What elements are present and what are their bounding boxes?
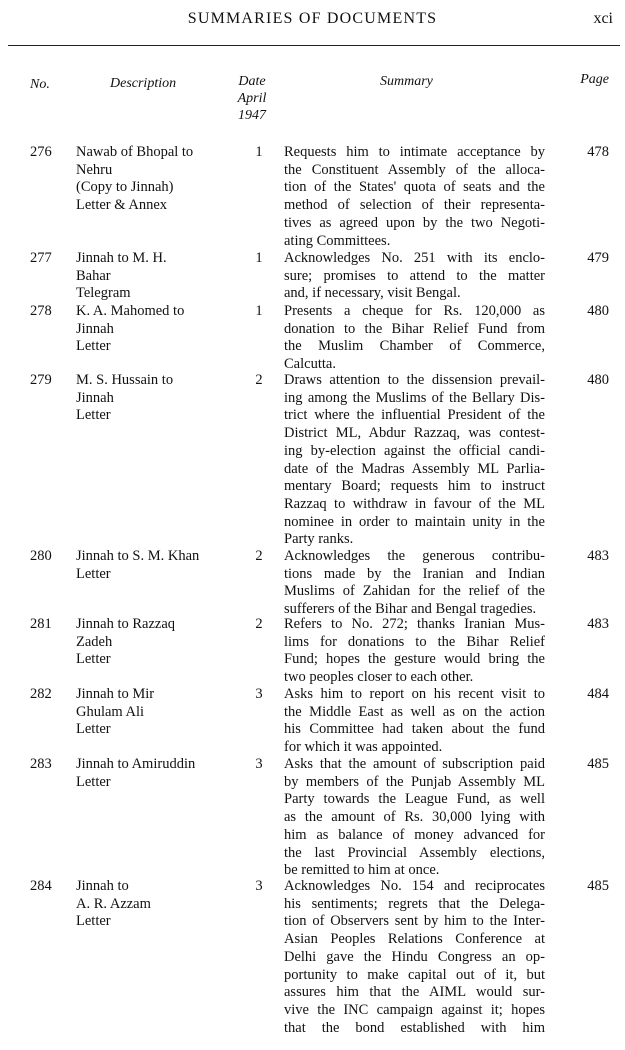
column-header-date-label: Date	[238, 74, 266, 89]
document-date: 2	[255, 616, 263, 632]
summary-line: Refers to No. 272; thanks Iranian Mus-	[284, 616, 545, 632]
document-description	[76, 756, 246, 791]
summary-line: Acknowledges No. 154 and reciprocates	[284, 878, 545, 894]
page-reference: 478	[587, 144, 609, 160]
column-header-date-month: April	[237, 91, 267, 106]
summary-line: the Muslim Chamber of Commerce,	[284, 338, 545, 355]
page-reference: 484	[587, 686, 609, 702]
page-reference: 483	[587, 616, 609, 632]
description-line: (Copy to Jinnah)	[76, 179, 174, 196]
document-summary	[284, 250, 545, 303]
description-line: Zadeh	[76, 633, 113, 650]
document-date: 3	[255, 878, 263, 894]
description-line: Letter	[76, 407, 111, 424]
description-line: A. R. Azzam	[76, 895, 151, 912]
summary-line: Razzaq to withdraw in favour of the ML	[284, 495, 545, 512]
document-summary	[284, 144, 545, 250]
description-line: Letter	[76, 338, 111, 355]
document-number: 277	[30, 250, 52, 266]
page-reference: 480	[587, 303, 609, 319]
summary-line: his sentiments; regrets that the Delega-	[284, 895, 545, 912]
running-header	[0, 8, 625, 38]
document-date: 3	[255, 686, 263, 702]
summary-line: as the amount of Rs. 30,000 lying with	[284, 809, 545, 826]
document-number: 276	[30, 144, 52, 160]
column-header-summary: Summary	[380, 74, 433, 89]
summary-line: nominee in order to maintain unity in the	[284, 513, 545, 530]
summary-line: that the bond established with him	[284, 1019, 545, 1036]
summary-line: ating Committees.	[284, 232, 391, 249]
document-description	[76, 303, 246, 356]
summary-line: be remitted to him at once.	[284, 862, 440, 879]
column-header-date	[232, 73, 272, 124]
description-line: Letter	[76, 565, 111, 582]
description-line: M. S. Hussain to	[76, 372, 174, 388]
summary-line: two peoples closer to each other.	[284, 669, 474, 686]
summary-line: Calcutta.	[284, 356, 336, 373]
summary-line: him as balance of money advanced for	[284, 826, 545, 843]
document-description	[76, 878, 246, 931]
summary-line: vive the INC campaign against it; hopes	[284, 1001, 545, 1018]
summary-line: Party ranks.	[284, 531, 354, 548]
summary-line: assures him that the AIML would sur-	[284, 984, 545, 1001]
summary-line: tion of the States' quota of seats and the	[284, 179, 545, 196]
summary-line: tion of Observers sent by him to the Inter-	[284, 913, 545, 930]
summary-line: Draws attention to the dissension prevail-	[284, 372, 545, 388]
document-description	[76, 686, 246, 739]
summary-line: donation to the Bihar Relief Fund from	[284, 320, 545, 337]
summary-line: by members of the Punjab Assembly ML	[284, 773, 545, 790]
summary-line: Requests him to intimate acceptance by	[284, 144, 545, 160]
document-number: 281	[30, 616, 52, 632]
document-summary	[284, 372, 545, 549]
page-reference: 483	[587, 548, 609, 564]
document-date: 1	[255, 250, 263, 266]
summary-line: trict where the influential President of the	[284, 407, 545, 424]
summary-line: and, if necessary, visit Bengal.	[284, 285, 461, 302]
summary-line: tives as agreed upon by the two Negoti-	[284, 214, 545, 231]
summary-line: Acknowledges No. 251 with its enclo-	[284, 250, 545, 266]
summary-line: date of the Madras Assembly ML Parlia-	[284, 460, 545, 477]
summary-line: sure; promises to attend to the matter	[284, 267, 545, 284]
description-line: Jinnah to Amiruddin	[76, 756, 196, 772]
description-line: Jinnah to S. M. Khan	[76, 548, 200, 564]
description-line: Jinnah to Mir	[76, 686, 155, 702]
summary-line: Asian Peoples Relations Conference at	[284, 931, 545, 948]
document-date: 1	[255, 144, 263, 160]
description-line: Telegram	[76, 285, 131, 302]
document-summary	[284, 616, 545, 687]
description-line: Bahar	[76, 267, 111, 284]
summary-line: Muslims of Zahidan for the relief of the	[284, 583, 545, 600]
summary-line: Party towards the League Fund, as well	[284, 791, 545, 808]
description-line: Jinnah	[76, 320, 114, 337]
page-reference: 485	[587, 756, 609, 772]
description-line: K. A. Mahomed to	[76, 303, 185, 319]
document-description	[76, 372, 246, 425]
description-line: Letter	[76, 913, 111, 930]
page-title: SUMMARIES OF DOCUMENTS	[187, 10, 438, 27]
document-description	[76, 548, 246, 583]
description-line: Jinnah to M. H.	[76, 250, 167, 266]
page-reference: 485	[587, 878, 609, 894]
summary-line: method of selection of their representa-	[284, 197, 545, 214]
description-line: Letter & Annex	[76, 197, 168, 214]
document-date: 2	[255, 548, 263, 564]
column-header-page: Page	[580, 72, 609, 87]
document-date: 2	[255, 372, 263, 388]
summary-line: the Middle East as well as on the action	[284, 703, 545, 720]
header-divider	[8, 45, 620, 46]
column-header-date-year: 1947	[238, 108, 266, 123]
document-summary	[284, 303, 545, 374]
document-summary	[284, 756, 545, 880]
description-line: Jinnah to Razzaq	[76, 616, 176, 632]
document-summary	[284, 878, 545, 1037]
summary-line: lims for donations to the Bihar Relief	[284, 633, 545, 650]
document-number: 279	[30, 372, 52, 388]
document-summary	[284, 686, 545, 757]
summary-line: the last Provincial Assembly elections,	[284, 844, 545, 861]
summary-line: Asks him to report on his recent visit to	[284, 686, 545, 702]
document-summary	[284, 548, 545, 619]
document-description	[76, 144, 246, 215]
summary-line: ing by-election against the official candi-	[284, 442, 545, 459]
document-description	[76, 250, 246, 303]
summary-line: Presents a cheque for Rs. 120,000 as	[284, 303, 545, 319]
document-date: 1	[255, 303, 263, 319]
column-header-description: Description	[110, 76, 177, 91]
document-description	[76, 616, 246, 669]
column-header-no: No.	[30, 77, 50, 92]
page-reference: 479	[587, 250, 609, 266]
page-number: xci	[593, 10, 613, 27]
summary-line: Acknowledges the generous contribu-	[284, 548, 545, 564]
summary-line: for which it was appointed.	[284, 739, 443, 756]
document-number: 284	[30, 878, 52, 894]
summary-line: District ML, Abdur Razzaq, was contest-	[284, 425, 545, 442]
summary-line: Fund; hopes the gesture would bring the	[284, 651, 545, 668]
summary-line: his Committee had taken about the fund	[284, 721, 545, 738]
summary-line: sufferers of the Bihar and Bengal tragedies.	[284, 601, 537, 618]
document-number: 282	[30, 686, 52, 702]
description-line: Jinnah	[76, 389, 114, 406]
summary-line: Asks that the amount of subscription paid	[284, 756, 545, 772]
description-line: Nehru	[76, 161, 113, 178]
description-line: Letter	[76, 651, 111, 668]
description-line: Letter	[76, 721, 111, 738]
document-number: 278	[30, 303, 52, 319]
page-reference: 480	[587, 372, 609, 388]
document-number: 280	[30, 548, 52, 564]
summary-line: the Constituent Assembly of the alloca-	[284, 161, 545, 178]
description-line: Nawab of Bhopal to	[76, 144, 194, 160]
document-date: 3	[255, 756, 263, 772]
summary-line: ing among the Muslims of the Bellary Dis-	[284, 389, 545, 406]
document-number: 283	[30, 756, 52, 772]
summary-line: Delhi gave the Hindu Congress an op-	[284, 948, 545, 965]
summary-line: portunity to make capital out of it, but	[284, 966, 545, 983]
description-line: Letter	[76, 773, 111, 790]
summary-line: mentary Board; requests him to instruct	[284, 478, 545, 495]
summary-line: tions made by the Iranian and Indian	[284, 565, 545, 582]
description-line: Ghulam Ali	[76, 703, 145, 720]
description-line: Jinnah to	[76, 878, 129, 894]
